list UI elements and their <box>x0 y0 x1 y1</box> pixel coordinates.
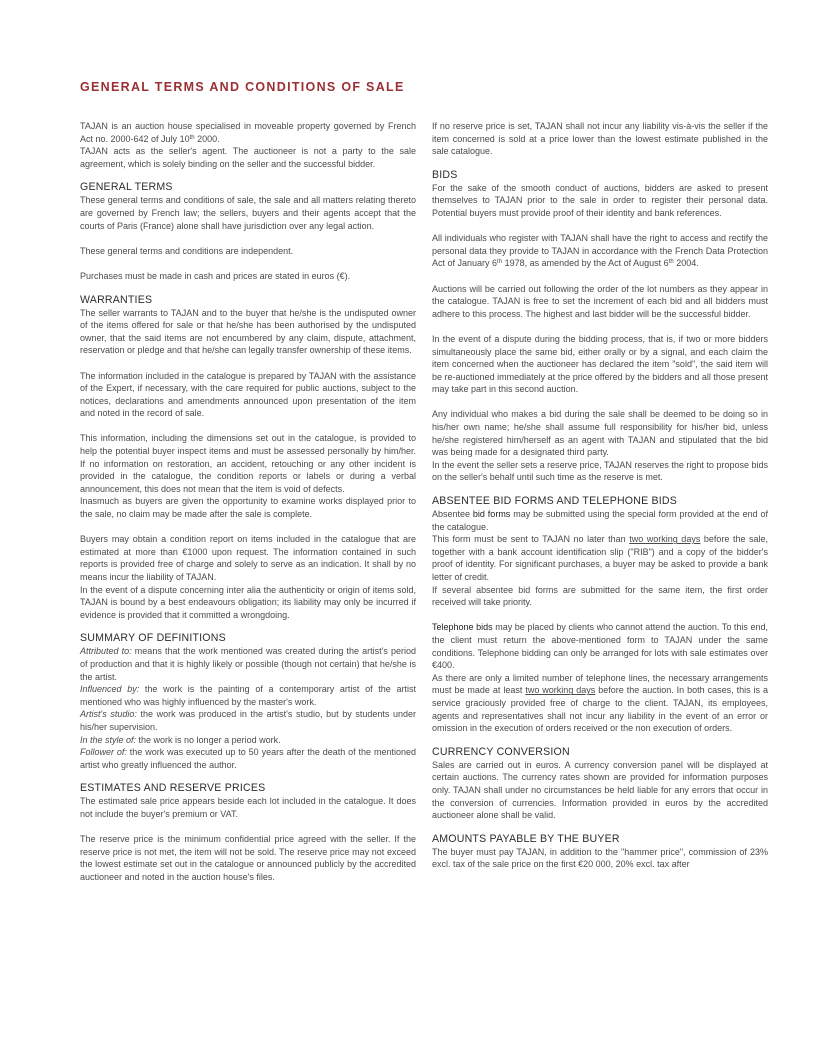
telephone-paragraph <box>432 621 768 671</box>
intro-text-end: 2000. <box>194 133 220 144</box>
bids-text: 1978, as amended by the Act of August 6 <box>502 258 669 269</box>
absentee-text: may be submitted using the special form provided at the end of the catalogue. <box>432 509 768 532</box>
absentee-paragraph: If several absentee bid forms are submitted for the same item, the first order received will take priority. <box>432 584 768 608</box>
absentee-text: before the sale, together with a bank account identification slip ("RIB") and a copy of the bidder's proof of identity. For significant purchases, a buyer may be asked to provide a bank letter of credit. <box>432 534 769 582</box>
estimates-paragraph: The reserve price is the minimum confidential price agreed with the seller. If the reserve price is not met, the item will not be sold. The reserve price may not exceed the lowest estimate set out in the catalogue or announced publicly by the accredited auctioneer and noted in the auction house's files. <box>80 834 416 882</box>
definition-item <box>80 746 416 771</box>
bids-paragraph: For the sake of the smooth conduct of auctions, bidders are asked to present themselves to TAJAN prior to the sale in order to register their personal data. Potential buyers must provide proof of their identity and bank references. <box>432 182 768 218</box>
telephone-text: may be placed by clients who cannot attend the auction. To this end, the client must return the above-mentioned form to TAJAN under the same conditions. Telephone bidding can only be arranged for lots with sale estimates over €400. <box>432 622 768 671</box>
definition-item <box>80 683 416 708</box>
intro-text: TAJAN is an auction house specialised in moveable property governed by French Act no. 2000-642 of July 10 <box>80 121 416 144</box>
definition-text: means that the work mentioned was created during the artist's period of production and that it is highly likely or possible (though not certain) that he/she is the artist. <box>80 646 416 682</box>
definition-term: Artist's studio: <box>80 709 137 720</box>
bids-superscript: th <box>497 259 503 266</box>
telephone-text: before the auction. In both cases, this is a service graciously provided free of charge to the client. TAJAN, its employees, agents and representatives shall not incur any liability in the event of an error or omission in the execution of orders received or the non execution of orders. <box>432 685 769 734</box>
underlined-deadline: two working days <box>525 685 596 696</box>
telephone-bids-keyword: Telephone bids <box>432 622 493 633</box>
bids-paragraph: In the event the seller sets a reserve price, TAJAN reserves the right to propose bids on the seller's behalf until such time as the reserve is met. <box>432 459 768 483</box>
right-column <box>432 120 768 871</box>
definition-text: the work is the painting of a contemporary artist of the artist mentioned who was highly influenced by the master's work. <box>80 684 416 707</box>
warranties-paragraph: The information included in the catalogue is prepared by TAJAN with the assistance of the Expert, if necessary, with the care required for public auctions, subject to the notices, declarations and amendments announced upon presentation of the item and noted in the record of sale. <box>80 370 416 419</box>
bids-heading: BIDS <box>432 168 458 181</box>
warranties-paragraph: In the event of a dispute concerning inter alia the authenticity or origin of items sold, TAJAN is bound by a best endeavours obligation; its liability may only be incurred if evidence is provided that it committed a wrongdoing. <box>80 584 416 620</box>
warranties-heading: WARRANTIES <box>80 293 153 306</box>
warranties-paragraph: This information, including the dimensions set out in the catalogue, is provided to help the potential buyer inspect items and must be assessed personally by him/her. If no information on restoration, an accident, retouching or any other incident is provided in the catalogue, the condition reports or labels or during a verbal announcement, this does not mean that the item is void of defects. <box>80 433 416 494</box>
amounts-heading: AMOUNTS PAYABLE BY THE BUYER <box>432 832 620 845</box>
bids-paragraph: Any individual who makes a bid during the sale shall be deemed to be doing so in his/her own name; he/she shall assume full responsibility for his/her bid, unless he/she registered him/herself as an agent with TAJAN and stipulated that the bid was being made for a designated third party. <box>432 409 768 458</box>
currency-heading: CURRENCY CONVERSION <box>432 745 570 758</box>
estimates-heading: ESTIMATES AND RESERVE PRICES <box>80 782 266 795</box>
absentee-paragraph <box>432 533 768 583</box>
bids-text: All individuals who register with TAJAN shall have the right to access and rectify the personal data they provide to TAJAN in accordance with the French Data Protection Act of January 6 <box>432 233 768 269</box>
telephone-text: As there are only a limited number of telephone lines, the necessary arrangements must be made at least <box>432 672 768 696</box>
currency-paragraph: Sales are carried out in euros. A currency conversion panel will be displayed at certain auctions. The currency rates shown are provided for information purposes only. TAJAN shall under no circumstances be held liable for any errors that occur in the conversion of currencies. Information provided in euros by the accredited auctioneer alone shall be valid. <box>432 759 768 821</box>
definition-term: Attributed to: <box>80 646 132 657</box>
definition-item <box>80 645 416 683</box>
warranties-paragraph: Inasmuch as buyers are given the opportunity to examine works displayed prior to the sale, no claim may be made after the sale is complete. <box>80 496 416 520</box>
warranties-paragraph: Buyers may obtain a condition report on items included in the catalogue that are estimated at more than €1000 upon request. The information contained in such reports is provided free of charge and solely to serve as an indication. It shall by no means incur the liability of TAJAN. <box>80 534 416 582</box>
definition-text: the work was produced in the artist's studio, but by students under his/her supervision. <box>80 709 416 732</box>
definition-item <box>80 708 416 733</box>
bid-forms-keyword: bid forms <box>472 509 511 520</box>
definition-term: Follower of: <box>80 747 127 758</box>
underlined-deadline: two working days <box>629 534 701 545</box>
definition-term: Influenced by: <box>80 684 140 695</box>
intro-paragraph-2: TAJAN acts as the seller's agent. The auctioneer is not a party to the sale agreement, which is solely binding on the seller and the successful bidder. <box>80 146 416 169</box>
definition-text: the work is no longer a period work. <box>136 734 281 745</box>
page-title: GENERAL TERMS AND CONDITIONS OF SALE <box>80 80 405 94</box>
left-column <box>80 120 416 883</box>
definition-term: In the style of: <box>80 734 137 745</box>
absentee-paragraph <box>432 508 768 533</box>
bids-text: 2004. <box>673 258 699 269</box>
absentee-text: This form must be sent to TAJAN no later than <box>432 534 630 545</box>
reserve-paragraph: If no reserve price is set, TAJAN shall not incur any liability vis-à-vis the seller if the item concerned is sold at a price lower than the lowest estimate published in the sale catalogue. <box>432 121 768 157</box>
bids-paragraph: In the event of a dispute during the bidding process, that is, if two or more bidders simultaneously place the same bid, either orally or by a signal, and each claim the item concerned when the auctioneer has declared the item "sold", the said item will be re-auctioned immediately at the price offered by the bidders and all those present may take part in this second auction. <box>432 333 768 395</box>
telephone-paragraph <box>432 672 768 735</box>
definition-text: the work was executed up to 50 years after the death of the mentioned artist who greatly influenced the author. <box>80 747 416 770</box>
bids-paragraph <box>432 232 768 270</box>
general-terms-heading: GENERAL TERMS <box>80 181 173 194</box>
bids-superscript: th <box>668 259 674 266</box>
intro-paragraph <box>80 120 416 145</box>
bids-paragraph: Auctions will be carried out following the order of the lot numbers as they appear in the catalogue. TAJAN is free to set the increment of each bid and all bidders must adhere to this process. The highest and last bidder will be the successful bidder. <box>432 283 768 319</box>
definition-item <box>80 734 416 747</box>
amounts-paragraph: The buyer must pay TAJAN, in addition to the "hammer price", commission of 23% excl. tax of the sale price on the first €20 000, 20% excl. tax after <box>432 846 768 870</box>
general-terms-paragraph: These general terms and conditions of sale, the sale and all matters relating thereto are governed by French law; the sellers, buyers and their agents accept that the courts of Paris (France) alone shall have jurisdiction over any legal action. <box>80 195 416 231</box>
warranties-paragraph: The seller warrants to TAJAN and to the buyer that he/she is the undisputed owner of the items offered for sale or that he/she has been authorised by the undisputed owner, that the said items are not encumbered by any claim, dispute, attachment, reservation or pledge and that he/she can legally transfer ownership of these items. <box>80 307 416 356</box>
absentee-text: Absentee <box>432 509 473 520</box>
estimates-paragraph: The estimated sale price appears beside each lot included in the catalogue. It does not include the buyer's premium or VAT. <box>80 796 416 819</box>
general-terms-paragraph: Purchases must be made in cash and prices are stated in euros (€). <box>80 270 351 281</box>
absentee-heading: ABSENTEE BID FORMS AND TELEPHONE BIDS <box>432 495 678 508</box>
general-terms-paragraph: These general terms and conditions are independent. <box>80 245 294 256</box>
intro-superscript: th <box>189 134 195 141</box>
summary-heading: SUMMARY OF DEFINITIONS <box>80 632 226 645</box>
